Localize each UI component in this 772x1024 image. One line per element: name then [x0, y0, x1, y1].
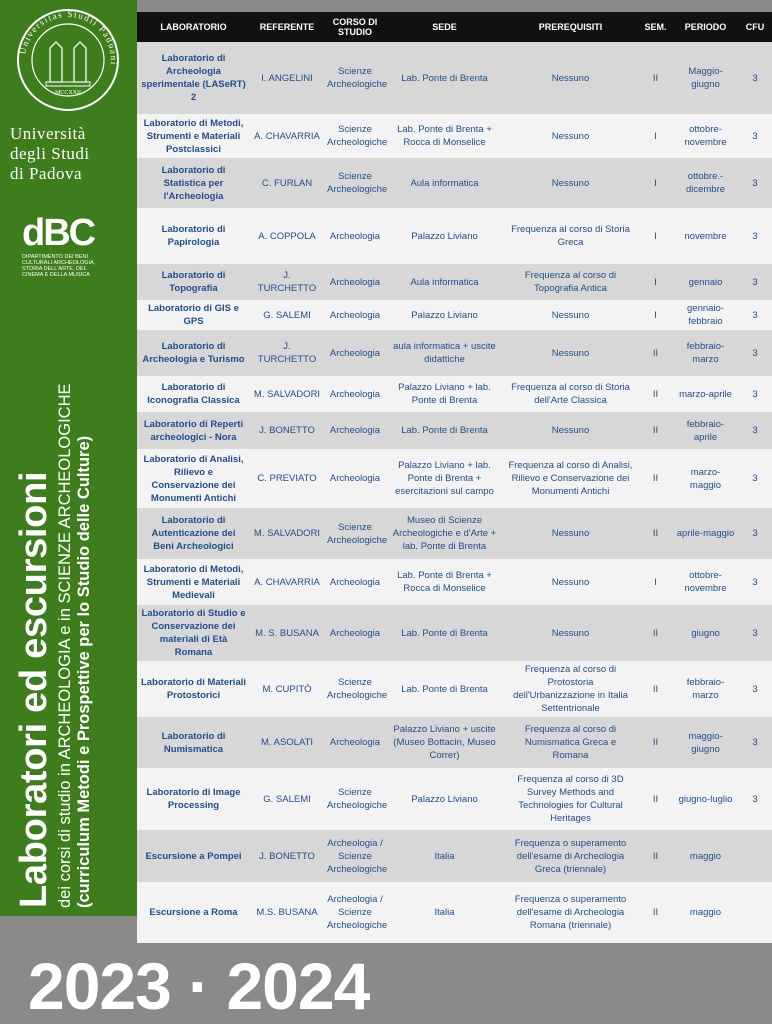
- cell-corso: Archeologia: [324, 208, 386, 264]
- cell-cfu: 3: [738, 264, 772, 300]
- table-row: [137, 158, 772, 208]
- table-row: [137, 559, 772, 605]
- cell-semestre: II: [638, 449, 673, 508]
- cell-prerequisiti: Frequenza o superamento dell'esame di Archeologia Romana (triennale): [503, 882, 638, 943]
- cell-semestre: I: [638, 208, 673, 264]
- cell-prerequisiti: Nessuno: [503, 508, 638, 559]
- cell-periodo: maggio: [673, 882, 738, 943]
- table-row: [137, 661, 772, 717]
- cell-semestre: II: [638, 508, 673, 559]
- cell-corso: Archeologia / Scienze Archeologiche: [324, 830, 386, 882]
- cell-referente: G. SALEMI: [250, 768, 324, 830]
- cell-cfu: [738, 882, 772, 943]
- cell-prerequisiti: Nessuno: [503, 42, 638, 114]
- cell-cfu: 3: [738, 412, 772, 449]
- cell-sede: Italia: [386, 830, 503, 882]
- table-row: [137, 208, 772, 264]
- table-row: [137, 42, 772, 114]
- vertical-title: [12, 308, 142, 908]
- cell-cfu: 3: [738, 330, 772, 376]
- cell-referente: J. BONETTO: [250, 412, 324, 449]
- table-row: [137, 717, 772, 768]
- cell-prerequisiti: Frequenza al corso di Protostoria dell'Urbanizzazione in Italia Settentrionale: [503, 661, 638, 717]
- cell-laboratorio: Laboratorio di Metodi, Strumenti e Materiali Medievali: [137, 559, 250, 605]
- cell-prerequisiti: Frequenza o superamento dell'esame di Archeologia Greca (triennale): [503, 830, 638, 882]
- cell-prerequisiti: Frequenza al corso di Numismatica Greca e Romana: [503, 717, 638, 768]
- cell-sede: Museo di Scienze Archeologiche e d'Arte + lab. Ponte di Brenta: [386, 508, 503, 559]
- cell-sede: Palazzo Liviano + lab. Ponte di Brenta: [386, 376, 503, 412]
- cell-cfu: 3: [738, 559, 772, 605]
- cell-cfu: 3: [738, 158, 772, 208]
- header-referente: REFERENTE: [250, 12, 324, 42]
- cell-cfu: 3: [738, 114, 772, 158]
- university-name-line1: Università: [10, 124, 86, 143]
- cell-prerequisiti: Nessuno: [503, 559, 638, 605]
- cell-corso: Archeologia: [324, 330, 386, 376]
- table-row: [137, 264, 772, 300]
- cell-periodo: marzo-aprile: [673, 376, 738, 412]
- cell-prerequisiti: Frequenza al corso di Topografia Antica: [503, 264, 638, 300]
- cell-corso: Scienze Archeologiche: [324, 158, 386, 208]
- cell-cfu: 3: [738, 300, 772, 330]
- university-name: [10, 124, 135, 184]
- cell-prerequisiti: Frequenza al corso di Analisi, Rilievo e Conservazione dei Monumenti Antichi: [503, 449, 638, 508]
- cell-semestre: II: [638, 882, 673, 943]
- university-seal-icon: [16, 8, 120, 112]
- table-row: [137, 508, 772, 559]
- cell-laboratorio: Laboratorio di Statistica per l'Archeologia: [137, 158, 250, 208]
- cell-laboratorio: Laboratorio di Metodi, Strumenti e Materiali Postclassici: [137, 114, 250, 158]
- header-semestre: SEM.: [638, 12, 673, 42]
- cell-referente: J. TURCHETTO: [250, 264, 324, 300]
- cell-corso: Scienze Archeologiche: [324, 42, 386, 114]
- cell-cfu: 3: [738, 449, 772, 508]
- header-laboratorio: LABORATORIO: [137, 12, 250, 42]
- cell-prerequisiti: Nessuno: [503, 300, 638, 330]
- cell-semestre: II: [638, 605, 673, 661]
- cell-referente: M. SALVADORI: [250, 508, 324, 559]
- cell-corso: Scienze Archeologiche: [324, 768, 386, 830]
- cell-periodo: aprile-maggio: [673, 508, 738, 559]
- cell-referente: M.S. BUSANA: [250, 882, 324, 943]
- header-sede: SEDE: [386, 12, 503, 42]
- seal-text: Universitas Studii Paduani: [17, 8, 120, 67]
- table-row: [137, 830, 772, 882]
- cell-laboratorio: Laboratorio di Papirologia: [137, 208, 250, 264]
- cell-corso: Scienze Archeologiche: [324, 661, 386, 717]
- table-row: [137, 882, 772, 943]
- seal-year: MCCXXII: [54, 90, 82, 96]
- cell-semestre: II: [638, 42, 673, 114]
- cell-laboratorio: Laboratorio di Analisi, Rilievo e Conservazione dei Monumenti Antichi: [137, 449, 250, 508]
- cell-referente: M. SALVADORI: [250, 376, 324, 412]
- cell-periodo: Maggio-giugno: [673, 42, 738, 114]
- cell-referente: G. SALEMI: [250, 300, 324, 330]
- cell-periodo: febbraio-marzo: [673, 661, 738, 717]
- cell-semestre: II: [638, 830, 673, 882]
- cell-periodo: giugno-luglio: [673, 768, 738, 830]
- cell-cfu: 3: [738, 508, 772, 559]
- cell-corso: Scienze Archeologiche: [324, 114, 386, 158]
- cell-semestre: II: [638, 376, 673, 412]
- cell-sede: Palazzo Liviano: [386, 300, 503, 330]
- cell-laboratorio: Escursione a Roma: [137, 882, 250, 943]
- cell-corso: Archeologia: [324, 449, 386, 508]
- cell-prerequisiti: Nessuno: [503, 605, 638, 661]
- cell-periodo: ottobre-novembre: [673, 559, 738, 605]
- cell-referente: C. PREVIATO: [250, 449, 324, 508]
- cell-periodo: febbraio-aprile: [673, 412, 738, 449]
- cell-corso: Archeologia: [324, 717, 386, 768]
- cell-corso: Archeologia: [324, 605, 386, 661]
- table-row: [137, 605, 772, 661]
- cell-semestre: I: [638, 158, 673, 208]
- cell-semestre: I: [638, 264, 673, 300]
- cell-referente: M. CUPITÒ: [250, 661, 324, 717]
- labs-table-container: [137, 12, 772, 942]
- table-row: [137, 300, 772, 330]
- cell-sede: Lab. Ponte di Brenta: [386, 605, 503, 661]
- table-row: [137, 376, 772, 412]
- cell-periodo: maggio: [673, 830, 738, 882]
- cell-cfu: 3: [738, 605, 772, 661]
- cell-laboratorio: Laboratorio di Topografia: [137, 264, 250, 300]
- cell-prerequisiti: Frequenza al corso di Storia Greca: [503, 208, 638, 264]
- cell-laboratorio: Laboratorio di GIS e GPS: [137, 300, 250, 330]
- cell-corso: Archeologia / Scienze Archeologiche: [324, 882, 386, 943]
- title-subtitle: dei corsi di studio in ARCHEOLOGIA e in SCIENZE ARCHEOLOGICHE: [56, 383, 74, 908]
- cell-laboratorio: Laboratorio di Reperti archeologici - Nora: [137, 412, 250, 449]
- cell-laboratorio: Laboratorio di Archeologia sperimentale (LASeRT) 2: [137, 42, 250, 114]
- cell-periodo: gennaio: [673, 264, 738, 300]
- cell-laboratorio: Laboratorio di Autenticazione dei Beni Archeologici: [137, 508, 250, 559]
- cell-semestre: II: [638, 717, 673, 768]
- cell-referente: A. CHAVARRIA: [250, 559, 324, 605]
- cell-semestre: II: [638, 661, 673, 717]
- table-row: [137, 114, 772, 158]
- cell-periodo: maggio-giugno: [673, 717, 738, 768]
- academic-year: 2023 · 2024: [28, 949, 370, 1023]
- cell-sede: Lab. Ponte di Brenta: [386, 42, 503, 114]
- cell-semestre: I: [638, 559, 673, 605]
- cell-sede: Lab. Ponte di Brenta + Rocca di Monselice: [386, 559, 503, 605]
- cell-laboratorio: Escursione a Pompei: [137, 830, 250, 882]
- cell-corso: Archeologia: [324, 412, 386, 449]
- department-logo: [22, 214, 132, 278]
- cell-prerequisiti: Nessuno: [503, 412, 638, 449]
- cell-sede: Palazzo Liviano: [386, 768, 503, 830]
- title-main: Laboratori ed escursioni: [13, 471, 55, 908]
- cell-sede: Palazzo Liviano + lab. Ponte di Brenta + esercitazioni sul campo: [386, 449, 503, 508]
- cell-prerequisiti: Nessuno: [503, 114, 638, 158]
- cell-semestre: I: [638, 300, 673, 330]
- university-name-line2: degli Studi: [10, 144, 90, 163]
- department-logo-mark: dBC: [22, 212, 95, 254]
- cell-sede: Lab. Ponte di Brenta: [386, 661, 503, 717]
- cell-sede: Lab. Ponte di Brenta + Rocca di Monselice: [386, 114, 503, 158]
- cell-referente: J. TURCHETTO: [250, 330, 324, 376]
- cell-semestre: I: [638, 114, 673, 158]
- cell-periodo: ottobre-novembre: [673, 114, 738, 158]
- cell-cfu: 3: [738, 376, 772, 412]
- cell-referente: I. ANGELINI: [250, 42, 324, 114]
- cell-periodo: novembre: [673, 208, 738, 264]
- header-periodo: PERIODO: [673, 12, 738, 42]
- cell-laboratorio: Laboratorio di Studio e Conservazione dei materiali di Età Romana: [137, 605, 250, 661]
- cell-sede: aula informatica + uscite didattiche: [386, 330, 503, 376]
- header-prerequisiti: PREREQUISITI: [503, 12, 638, 42]
- cell-periodo: febbraio-marzo: [673, 330, 738, 376]
- cell-sede: Lab. Ponte di Brenta: [386, 412, 503, 449]
- cell-laboratorio: Laboratorio di Archeologia e Turismo: [137, 330, 250, 376]
- table-header-row: [137, 12, 772, 42]
- cell-corso: Archeologia: [324, 559, 386, 605]
- cell-semestre: II: [638, 768, 673, 830]
- cell-sede: Aula informatica: [386, 264, 503, 300]
- cell-referente: A. CHAVARRIA: [250, 114, 324, 158]
- cell-periodo: marzo-maggio: [673, 449, 738, 508]
- cell-sede: Palazzo Liviano: [386, 208, 503, 264]
- department-name: DIPARTIMENTO DEI BENI CULTURALI ARCHEOLOGIA, STORIA DELL'ARTE, DEL CINEMA E DELLA MUSICA: [22, 254, 96, 278]
- cell-cfu: 3: [738, 717, 772, 768]
- cell-corso: Archeologia: [324, 300, 386, 330]
- cell-cfu: 3: [738, 42, 772, 114]
- table-row: [137, 449, 772, 508]
- cell-prerequisiti: Nessuno: [503, 158, 638, 208]
- cell-sede: Palazzo Liviano + uscite (Museo Bottacin, Museo Correr): [386, 717, 503, 768]
- table-row: [137, 412, 772, 449]
- cell-periodo: gennaio-febbraio: [673, 300, 738, 330]
- cell-referente: J. BONETTO: [250, 830, 324, 882]
- cell-sede: Italia: [386, 882, 503, 943]
- cell-laboratorio: Laboratorio di Image Processing: [137, 768, 250, 830]
- cell-corso: Archeologia: [324, 376, 386, 412]
- header-corso: CORSO DI STUDIO: [324, 12, 386, 42]
- cell-periodo: ottobre.-dicembre: [673, 158, 738, 208]
- cell-prerequisiti: Frequenza al corso di 3D Survey Methods and Technologies for Cultural Heritages: [503, 768, 638, 830]
- table-row: [137, 330, 772, 376]
- cell-semestre: II: [638, 412, 673, 449]
- cell-referente: C. FURLAN: [250, 158, 324, 208]
- sidebar: [0, 0, 137, 916]
- university-name-line3: di Padova: [10, 164, 83, 183]
- cell-referente: M. S. BUSANA: [250, 605, 324, 661]
- cell-periodo: giugno: [673, 605, 738, 661]
- table-row: [137, 768, 772, 830]
- cell-corso: Archeologia: [324, 264, 386, 300]
- cell-prerequisiti: Nessuno: [503, 330, 638, 376]
- cell-laboratorio: Laboratorio di Materiali Protostorici: [137, 661, 250, 717]
- header-cfu: CFU: [738, 12, 772, 42]
- cell-cfu: [738, 830, 772, 882]
- cell-referente: A. COPPOLA: [250, 208, 324, 264]
- cell-prerequisiti: Frequenza al corso di Storia dell'Arte Classica: [503, 376, 638, 412]
- cell-cfu: 3: [738, 768, 772, 830]
- cell-sede: Aula informatica: [386, 158, 503, 208]
- cell-cfu: 3: [738, 661, 772, 717]
- title-curriculum: (curriculum Metodi e Prospettive per lo Studio delle Culture): [75, 435, 93, 908]
- cell-cfu: 3: [738, 208, 772, 264]
- cell-referente: M. ASOLATI: [250, 717, 324, 768]
- cell-semestre: II: [638, 330, 673, 376]
- cell-laboratorio: Laboratorio di Iconografia Classica: [137, 376, 250, 412]
- labs-table: [137, 12, 772, 943]
- table-body: [137, 42, 772, 943]
- cell-laboratorio: Laboratorio di Numismatica: [137, 717, 250, 768]
- cell-corso: Scienze Archeologiche: [324, 508, 386, 559]
